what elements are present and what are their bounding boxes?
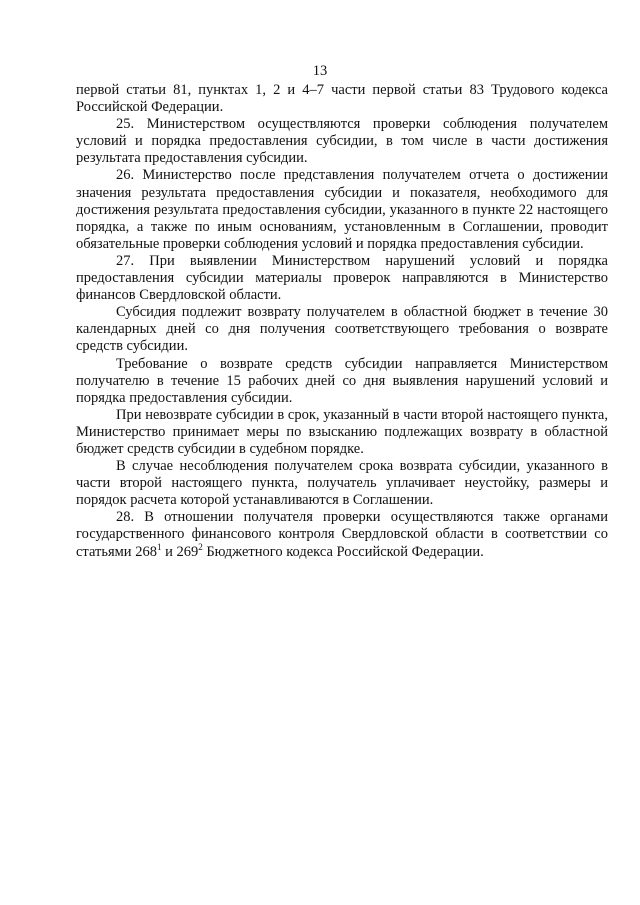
document-body bbox=[76, 82, 608, 561]
superscript-2: 2 bbox=[198, 541, 203, 552]
paragraph-continuation: первой статьи 81, пунктах 1, 2 и 4–7 части первой статьи 83 Трудового кодекса Российской Федерации. bbox=[76, 82, 608, 116]
paragraph-item-28-text-a: 28. В отношении получателя проверки осуществляются также органами государственного финансового контроля Свердловской области в соответствии со статьями 268 bbox=[76, 509, 608, 560]
paragraph-item-27: 27. При выявлении Министерством нарушений условий и порядка предоставления субсидии материалы проверок направляются в Министерство финансов Свердловской области. bbox=[76, 252, 608, 304]
paragraph-item-25: 25. Министерством осуществляются проверки соблюдения получателем условий и порядка предоставления субсидии, в том числе в части достижения результата предоставления субсидии. bbox=[76, 116, 608, 167]
page-number: 13 bbox=[312, 63, 328, 79]
paragraph-item-28-text-c: Бюджетного кодекса Российской Федерации. bbox=[202, 543, 484, 560]
paragraph-penalty: В случае несоблюдения получателем срока возврата субсидии, указанного в части второй настоящего пункта, получатель уплачивает неустойку, размеры и порядок расчета которой устанавливаются в Соглашении. bbox=[76, 458, 608, 509]
paragraph-item-28-text-b: и 269 bbox=[161, 543, 199, 560]
paragraph-refund-request: Требование о возврате средств субсидии направляется Министерством получателю в течение 15 рабочих дней со дня выявления нарушений условий и порядка предоставления субсидии. bbox=[76, 355, 608, 406]
superscript-1: 1 bbox=[156, 541, 162, 552]
paragraph-item-28 bbox=[76, 509, 608, 560]
paragraph-refund-term: Субсидия подлежит возврату получателем в областной бюджет в течение 30 календарных дней со дня получения соответствующего требования о возврате средств субсидии. bbox=[76, 304, 608, 355]
paragraph-item-26: 26. Министерство после представления получателем отчета о достижении значения результата предоставления субсидии и показателя, необходимого для достижения результата предоставления субсидии, указанного в пункте 22 настоящего порядка, а также по иным основаниям, установленным в Соглашении, проводит обязательные проверки соблюдения условий и порядка предоставления субсидии. bbox=[76, 167, 608, 252]
paragraph-non-return: При невозврате субсидии в срок, указанный в части второй настоящего пункта, Министерство принимает меры по взысканию подлежащих возврату в областной бюджет средств субсидии в судебном порядке. bbox=[76, 406, 608, 457]
